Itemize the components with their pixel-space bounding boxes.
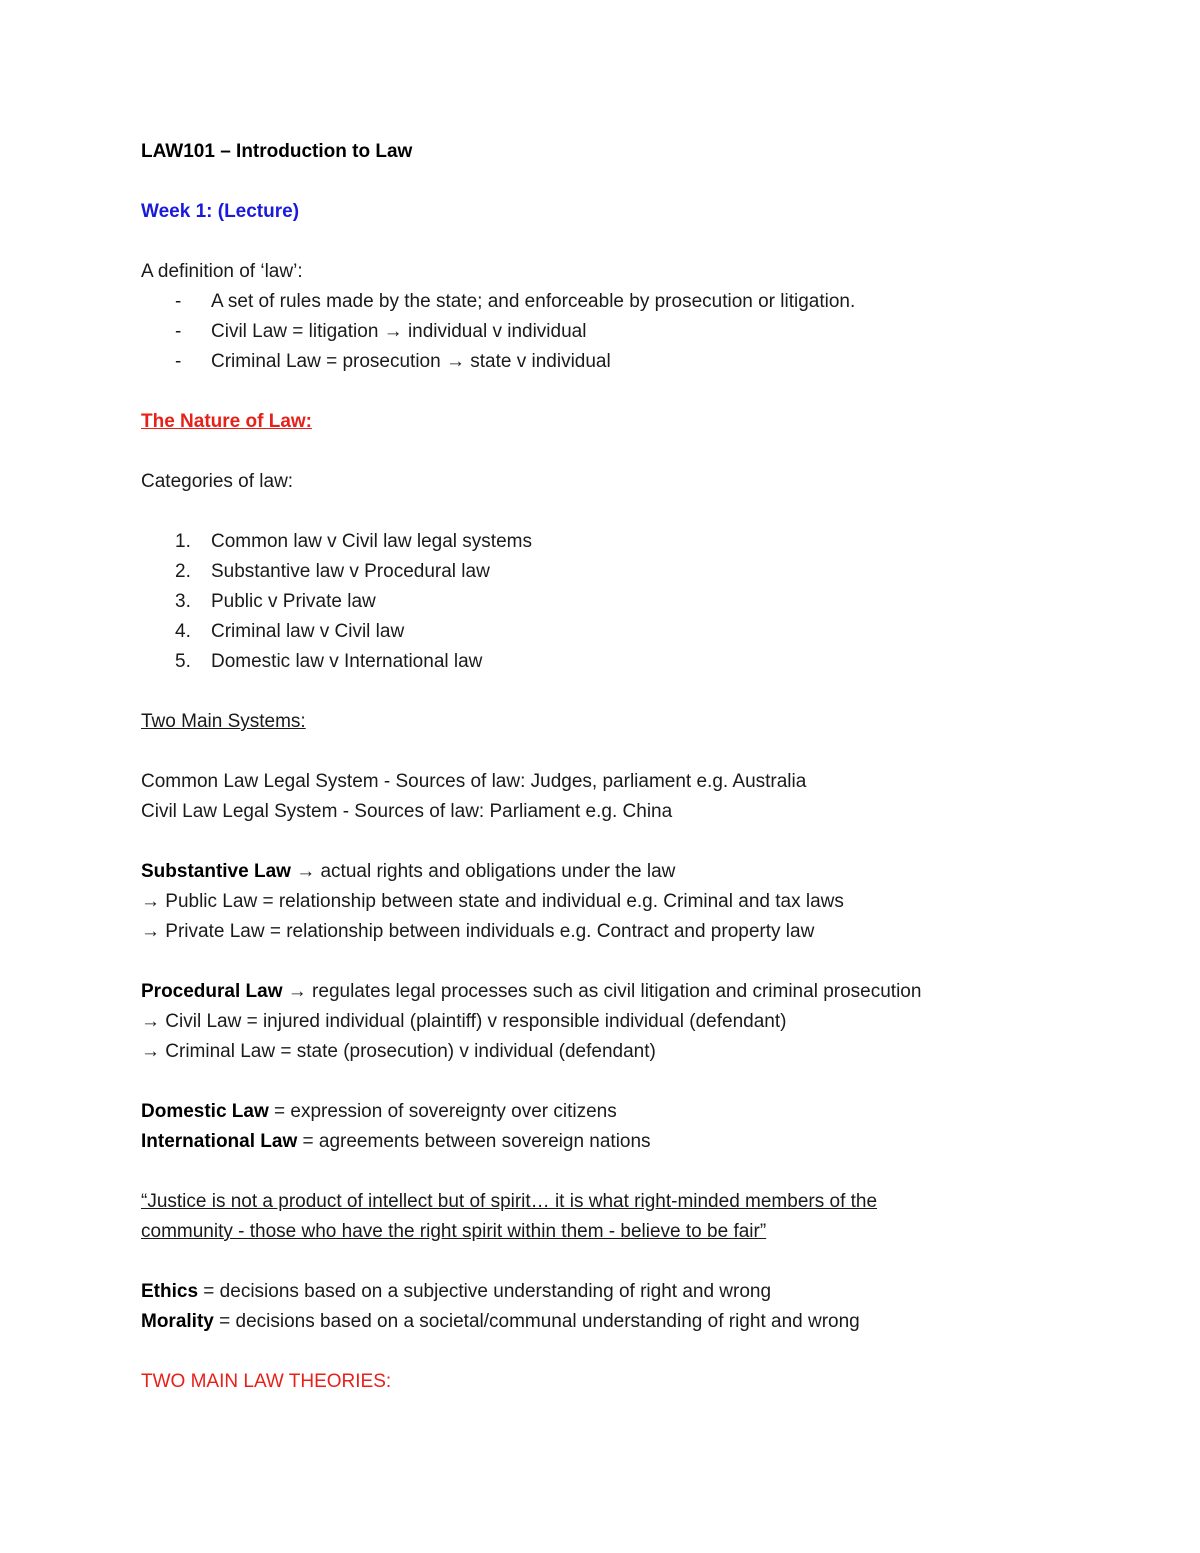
term-domestic: Domestic Law bbox=[141, 1101, 269, 1122]
list-item bbox=[141, 647, 1081, 677]
term-morality: Morality bbox=[141, 1311, 214, 1332]
term-ethics: Ethics bbox=[141, 1281, 199, 1302]
civil-law-system: Civil Law Legal System - Sources of law: Parliament e.g. China bbox=[141, 801, 673, 822]
definition-international: = agreements between sovereign nations bbox=[297, 1131, 651, 1152]
definition-item-text: Criminal Law = prosecution → state v individual bbox=[211, 351, 611, 372]
private-law-line: → Private Law = relationship between individuals e.g. Contract and property law bbox=[141, 921, 815, 942]
list-number: 5. bbox=[175, 651, 191, 672]
week-heading: Week 1: (Lecture) bbox=[141, 201, 300, 222]
bullet-marker: - bbox=[175, 321, 182, 342]
definition-ethics: = decisions based on a subjective understanding of right and wrong bbox=[198, 1281, 772, 1302]
list-item bbox=[141, 287, 1081, 317]
list-number: 4. bbox=[175, 621, 191, 642]
list-number: 1. bbox=[175, 531, 191, 552]
category-text: Criminal law v Civil law bbox=[211, 621, 405, 642]
term-international: International Law bbox=[141, 1131, 298, 1152]
document-page bbox=[141, 137, 1081, 1397]
category-text: Public v Private law bbox=[211, 591, 376, 612]
ethics-definition bbox=[141, 1277, 1081, 1307]
definition-morality: = decisions based on a societal/communal understanding of right and wrong bbox=[213, 1311, 860, 1332]
list-item bbox=[141, 527, 1081, 557]
definition-item-text: Civil Law = litigation → individual v individual bbox=[211, 321, 587, 342]
justice-quote-line-1: “Justice is not a product of intellect but of spirit… it is what right-minded members of the bbox=[141, 1191, 878, 1212]
substantive-law-definition bbox=[141, 857, 1081, 887]
criminal-law-line: → Criminal Law = state (prosecution) v individual (defendant) bbox=[141, 1041, 656, 1062]
list-item bbox=[141, 557, 1081, 587]
list-item bbox=[141, 587, 1081, 617]
bullet-marker: - bbox=[175, 351, 182, 372]
civil-law-line: → Civil Law = injured individual (plaintiff) v responsible individual (defendant) bbox=[141, 1011, 787, 1032]
theories-heading: TWO MAIN LAW THEORIES: bbox=[141, 1371, 392, 1392]
international-law-definition bbox=[141, 1127, 1081, 1157]
term-procedural: Procedural Law bbox=[141, 981, 283, 1002]
procedural-law-definition bbox=[141, 977, 1081, 1007]
systems-heading: Two Main Systems: bbox=[141, 711, 306, 732]
justice-quote-line-2: community - those who have the right spirit within them - believe to be fair” bbox=[141, 1221, 767, 1242]
category-text: Substantive law v Procedural law bbox=[211, 561, 490, 582]
common-law-system: Common Law Legal System - Sources of law: Judges, parliament e.g. Australia bbox=[141, 771, 807, 792]
definition-procedural: → regulates legal processes such as civil litigation and criminal prosecution bbox=[282, 981, 922, 1002]
list-item bbox=[141, 347, 1081, 377]
categories-heading: Categories of law: bbox=[141, 471, 294, 492]
definition-item-text: A set of rules made by the state; and enforceable by prosecution or litigation. bbox=[211, 291, 856, 312]
list-number: 3. bbox=[175, 591, 191, 612]
category-text: Common law v Civil law legal systems bbox=[211, 531, 532, 552]
list-item bbox=[141, 317, 1081, 347]
bullet-marker: - bbox=[175, 291, 182, 312]
list-item bbox=[141, 617, 1081, 647]
definition-substantive: → actual rights and obligations under the law bbox=[290, 861, 676, 882]
domestic-law-definition bbox=[141, 1097, 1081, 1127]
term-substantive: Substantive Law bbox=[141, 861, 291, 882]
definition-heading: A definition of ‘law’: bbox=[141, 261, 303, 282]
document-title: LAW101 – Introduction to Law bbox=[141, 141, 413, 162]
nature-heading: The Nature of Law: bbox=[141, 411, 313, 432]
public-law-line: → Public Law = relationship between state and individual e.g. Criminal and tax laws bbox=[141, 891, 844, 912]
list-number: 2. bbox=[175, 561, 191, 582]
morality-definition bbox=[141, 1307, 1081, 1337]
category-text: Domestic law v International law bbox=[211, 651, 483, 672]
definition-domestic: = expression of sovereignty over citizens bbox=[268, 1101, 617, 1122]
